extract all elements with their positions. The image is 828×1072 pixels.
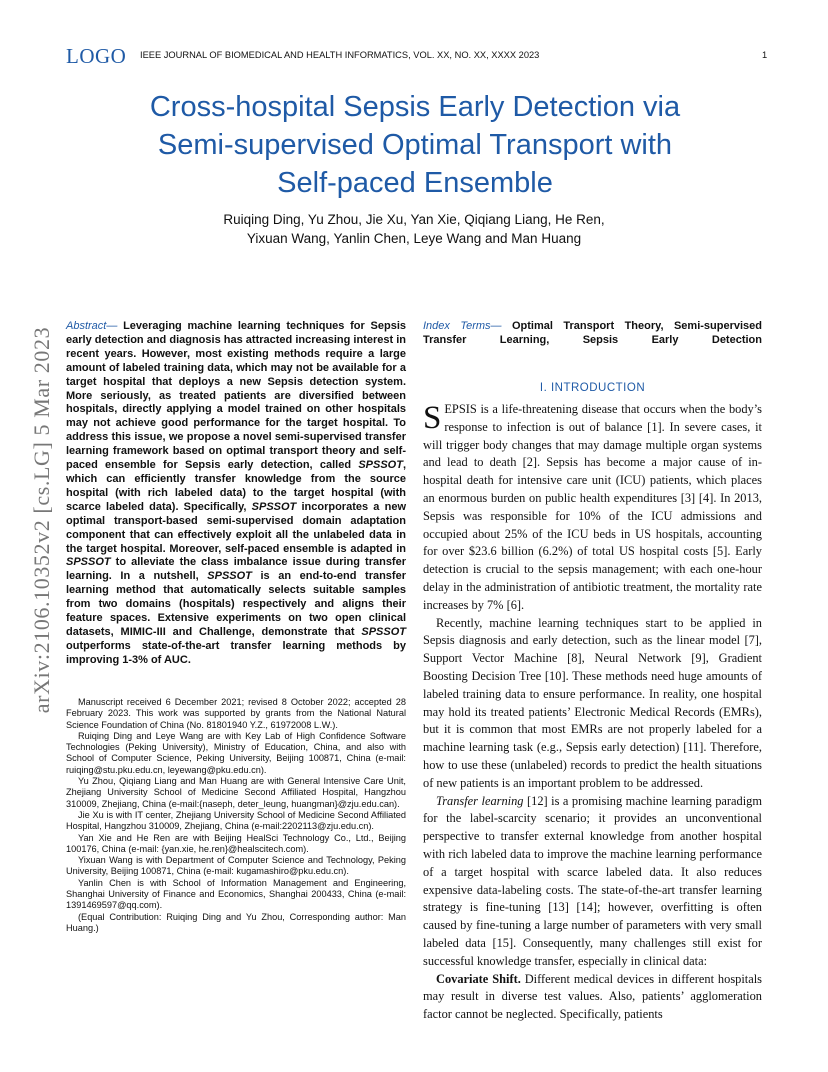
body-paragraph: [423, 971, 762, 1024]
body-paragraph: Recently, machine learning techniques start to be applied in Sepsis diagnosis and early detection, such as the linear model [7], Support Vector Machine [8], Neural Network [9], Gradient Boosting Decision Tree [10]. These methods need huge amounts of labeled training data to ensure performance. In reality, one hospital may hold its treated patients’ Electronic Medical Records (EMRs), but it is common that most EMRs are not properly labeled for a machine learning task (e.g., Sepsis early detection) [11]. Therefore, how to use these (unlabeled) records to predict the health situations of new patients is an important problem to be addressed.: [423, 615, 762, 790]
paragraph-text: EPSIS is a life-threatening disease that occurs when the body’s response to infection is out of balance [1]. In severe cases, it will trigger body changes that may damage multiple organ systems and lead to death [2]. Sepsis has become a major cause of in-hospital death for intensive care unit (ICU) patients, which places an enormous burden on public health expenditures [3] [4]. In 2013, Sepsis was responsible for 10% of the ICU admissions and occupied about 25% of the ICU beds in US hospitals, accounting for over $23.6 billion (6.2%) of total US hospital costs [5]. Early detection is crucial to the sepsis management; with each one-hour delay in the administration of antibiotic treatment, the mortality rate increases by 7% [6].: [423, 402, 762, 612]
abstract-text: Leveraging machine learning techniques for Sepsis early detection and diagnosis has attracted increasing interest in recent years. However, most existing methods require a large amount of labeled training data, which may not be available for a target hospital that deploys a new Sepsis detection system. More seriously, as treated patients are diversified between hospitals, directly applying a model trained on other hospitals may not achieve good performance for the target hospital. To address this issue, we propose a novel semi-supervised transfer learning framework based on optimal transport theory and self-paced ensemble for Sepsis early detection, called: [66, 320, 406, 472]
method-name: SPSSOT: [358, 459, 403, 472]
arxiv-side-stamp: arXiv:2106.10352v2 [cs.LG] 5 Mar 2023: [29, 326, 54, 714]
drop-cap: S: [423, 400, 442, 436]
method-name: SPSSOT: [361, 625, 406, 638]
page-number: 1: [762, 50, 768, 60]
author-list: [130, 210, 698, 248]
footnote: (Equal Contribution: Ruiqing Ding and Yu Zhou, Corresponding author: Man Huang.): [66, 911, 406, 933]
introduction-body: [423, 401, 762, 1024]
abstract-text: incorporates a new optimal transport-based semi-supervised domain adaptation component that can effectively exploit all the unlabeled data in the target hospital. Moreover, self-paced ensemble is adapted in: [66, 500, 406, 555]
paper-title: [90, 88, 740, 202]
paragraph-text: [12] is a promising machine learning paradigm for the label-scarcity scenario; it provides an unconventional perspective to transfer external knowledge from another hospital with rich labeled data to improve the machine learning performance of a target hospital with scarce labeled data. It also reduces expensive data-labeling costs. The state-of-the-art transfer learning strategy is fine-tuning [13] [14]; however, overfitting is often caused by fine-tuning a large number of parameters with very small labeled data [15]. Consequently, many challenges still exist for successful knowledge transfer, especially in clinical data:: [423, 793, 763, 968]
abstract-label: Abstract—: [66, 320, 118, 332]
paragraph-heading: Covariate Shift.: [436, 971, 521, 986]
emphasis-term: Transfer learning: [436, 793, 524, 808]
footnote: Ruiqing Ding and Leye Wang are with Key Lab of High Confidence Software Technologies (Peking University), Ministry of Education, China, and also with School of Computer Science, Peking University, Beijing 100871, China (e-mail: ruiqing@stu.pku.edu.cn, leyewang@pku.edu.cn).: [66, 730, 406, 775]
method-name: SPSSOT: [207, 570, 252, 583]
paragraph-text: Different medical devices in different hospitals may result in diverse test values. Also, patients’ agglomeration factor cannot be neglected. Specifically, patients: [423, 971, 762, 1022]
method-name: SPSSOT: [66, 556, 111, 569]
body-paragraph: [423, 793, 762, 971]
section-heading: I. INTRODUCTION: [539, 382, 646, 394]
title-line: Semi-supervised Optimal Transport with: [157, 129, 673, 161]
author-line: Ruiqing Ding, Yu Zhou, Jie Xu, Yan Xie, Qiqiang Liang, He Ren,: [223, 212, 605, 227]
footnote: Yan Xie and He Ren are with Beijing HealSci Technology Co., Ltd., Beijing 100176, China (e-mail: {yan.xie, he.ren}@healscitech.com).: [66, 832, 406, 854]
footnote: Yanlin Chen is with School of Information Management and Engineering, Shanghai University of Finance and Economics, Shanghai 200433, China (e-mail: 1391469597@qq.com).: [66, 877, 406, 911]
index-terms: [423, 320, 762, 348]
journal-logo: LOGO: [66, 44, 127, 68]
title-line: Self-paced Ensemble: [277, 167, 553, 199]
footnote: Manuscript received 6 December 2021; revised 8 October 2022; accepted 28 February 2023. This work was supported by grants from the National Natural Science Foundation of China (No. 81801940 Y.Z., 61972008 L.W.).: [66, 697, 406, 730]
index-terms-label: Index Terms—: [423, 320, 502, 332]
body-paragraph: [423, 401, 762, 615]
abstract-text: , which can efficiently transfer knowledge from the source hospital (with rich labeled data) to the target hospital (with scarce labeled data). Specifically,: [66, 459, 406, 513]
footnote: Yixuan Wang is with Department of Computer Science and Technology, Peking University, Beijing 100871, China (e-mail: kugamashiro@pku.edu.cn).: [66, 855, 406, 877]
abstract: [66, 320, 406, 668]
abstract-text: to alleviate the class imbalance issue during transfer learning. In a nutshell,: [66, 556, 406, 583]
journal-header: IEEE JOURNAL OF BIOMEDICAL AND HEALTH INFORMATICS, VOL. XX, NO. XX, XXXX 2023: [140, 50, 540, 60]
abstract-text: is an end-to-end transfer learning method that automatically selects suitable samples from two domains (hospitals) respectively and aligns their feature spaces. Extensive experiments on two open clinical datasets, MIMIC-III and Challenge, demonstrate that: [66, 570, 406, 638]
index-terms-text: Optimal Transport Theory, Semi-supervised Transfer Learning, Sepsis Early Detection: [423, 320, 762, 346]
footnote: Jie Xu is with IT center, Zhejiang University School of Medicine Second Affiliated Hospital, Hangzhou 310009, Zhejiang, China (e-mail:2202113@zju.edu.cn).: [66, 809, 406, 832]
footnotes: [66, 697, 406, 934]
footnote: Yu Zhou, Qiqiang Liang and Man Huang are with General Intensive Care Unit, Zhejiang University School of Medicine Second Affiliated Hospital, Hangzhou 310009, Zhejiang, China (e-mail:{naseph, deter_leung, huangman}@zju.edu.can).: [66, 776, 406, 809]
author-line: Yixuan Wang, Yanlin Chen, Leye Wang and Man Huang: [246, 231, 582, 246]
method-name: SPSSOT: [251, 500, 297, 513]
title-line: Cross-hospital Sepsis Early Detection via: [149, 91, 681, 123]
abstract-text: outperforms state-of-the-art transfer learning methods by improving 1-3% of AUC.: [66, 639, 406, 666]
